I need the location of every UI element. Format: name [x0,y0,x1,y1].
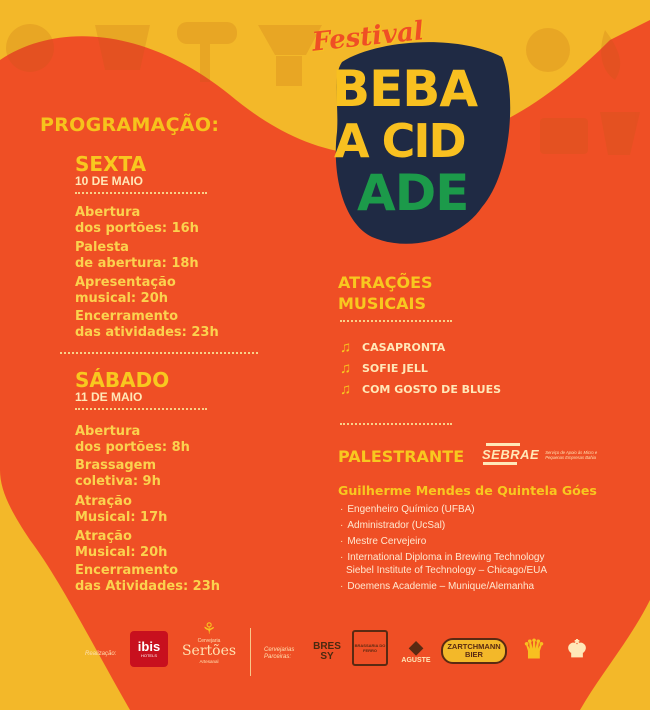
schedule-item: Brassagem coletiva: 9h [75,458,161,489]
day-block-sexta [75,152,255,194]
music-note-icon: ♫ [340,360,352,377]
list-item [340,379,501,400]
realizacao-label: Realização: [85,651,117,657]
atracoes-title-line-1: ATRAÇÕES [338,273,433,292]
day-block-sabado [75,368,255,410]
sponsor-logo-aguste: ◆ AGUSTE [401,636,431,664]
schedule-item: Encerramento das Atividades: 23h [75,563,221,594]
wheat-icon: ⚘ [201,621,217,638]
speaker-name: Guilherme Mendes de Quintela Góes [338,483,597,498]
list-item: · Mestre Cervejeiro [340,536,427,547]
band-name: CASAPRONTA [362,341,446,354]
sebrae-tagline: Serviço de Apoio às Micro e Pequenas Empresas Bahia [545,449,598,460]
list-item: · Administrador (UcSal) [340,520,446,531]
schedule-item: Atração Musical: 17h [75,494,168,525]
atracoes-divider [340,320,452,322]
ibis-logo [130,631,168,667]
day-date: 11 DE MAIO [75,390,143,404]
ibis-sub: HOTELS [140,653,157,658]
logo-line-2: A CID [334,114,465,168]
sertoes-logo [178,622,240,665]
sponsor-logo-mascot [562,628,592,670]
sebrae-mark [480,444,541,465]
festival-logo [310,16,522,252]
band-name: COM GOSTO DE BLUES [362,383,502,396]
sertoes-small: Cervejaria [197,638,221,644]
sponsor-logo-dragon [515,628,553,670]
schedule-item: Abertura dos portões: 8h [75,424,190,455]
atracoes-list [340,337,501,400]
sponsor-logo-bressy: BRESSY [313,641,341,662]
list-item: · Engenheiro Químico (UFBA) [340,504,475,515]
day-name: SÁBADO [75,368,170,392]
list-item: · International Diploma in Brewing Technology [340,552,545,563]
day-name: SEXTA [75,152,147,176]
sponsor-logo-zartchmann: ZARTCHMANN BIER [441,638,507,664]
sertoes-sub: Artesanal [199,659,219,664]
atracoes-title-line-2: MUSICAIS [338,294,426,313]
sponsor-logo-brassaria: BRASSARIA DO FERRO [352,630,388,666]
sebrae-logo [480,444,605,465]
list-item [340,337,501,358]
music-note-icon: ♫ [340,381,352,398]
band-name: SOFIE JELL [362,362,428,375]
day-date: 10 DE MAIO [75,174,144,188]
dragon-icon: ♛ [522,633,546,664]
music-note-icon: ♫ [340,339,352,356]
sebrae-wordmark: SEBRAE [482,447,540,462]
schedule-item: Atração Musical: 20h [75,529,168,560]
divider [75,408,207,410]
credentials-list [340,504,547,593]
schedule-item: Palesta de abertura: 18h [75,240,199,271]
mascot-icon: ♚ [566,635,588,663]
list-item-continued: Siebel Institute of Technology – Chicago/EUA [346,564,548,576]
schedule-item: Apresentação musical: 20h [75,275,176,306]
logo-line-1: BEBA [332,60,478,118]
list-item [340,358,501,379]
list-item: · Doemens Academie – Munique/Alemanha [340,580,535,592]
festival-script-title: Festival [310,16,426,58]
parceiros-label: Cervejarias Parceiras: [264,647,295,660]
fox-icon: ◆ [409,636,423,657]
ibis-wordmark: ibis [137,639,161,654]
schedule-item: Encerramento das atividades: 23h [75,309,219,340]
palestrante-heading: PALESTRANTE [338,447,465,466]
atracoes-title [338,272,433,314]
divider [75,192,207,194]
logo-line-3: ADE [357,164,469,222]
sertoes-wordmark: Sertões [181,643,237,659]
footer-divider [250,628,251,676]
programacao-heading: PROGRAMAÇÃO: [40,114,220,136]
palestrante-divider [340,423,452,425]
section-divider [60,352,258,354]
schedule-item: Abertura dos portões: 16h [75,205,199,236]
